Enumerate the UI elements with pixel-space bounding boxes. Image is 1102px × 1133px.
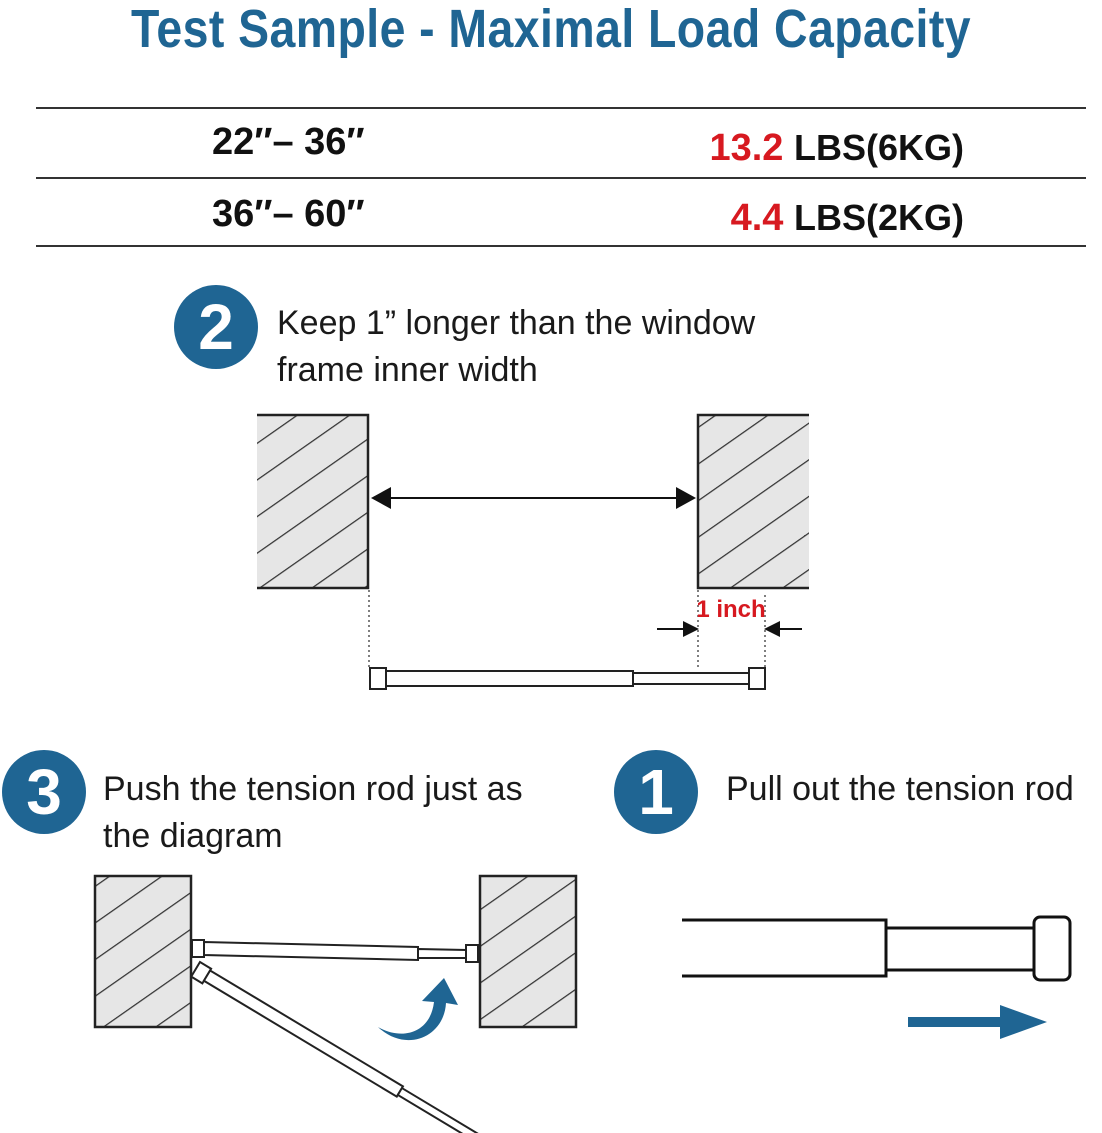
step-2-badge: 2 [174, 285, 258, 369]
rod-outer-tube [682, 920, 886, 976]
page-title: Test Sample - Maximal Load Capacity [130, 0, 972, 59]
rod-installed [192, 940, 478, 962]
left-wall [257, 415, 368, 588]
step-1-text: Pull out the tension rod [726, 770, 1074, 808]
table-row-1-range: 22″– 36″ [212, 121, 365, 163]
table-row-1-unit: LBS(6KG) [794, 127, 964, 168]
width-arrow-right [676, 487, 696, 509]
table-row-2-range: 36″– 60″ [212, 193, 365, 235]
step-3-badge: 3 [2, 750, 86, 834]
rod-extended [370, 668, 765, 689]
table-row-1-value: 13.2 [709, 127, 784, 169]
width-arrow-left [371, 487, 391, 509]
step-2-diagram [257, 415, 809, 689]
step-3-diagram [95, 876, 576, 1133]
step-1-diagram [682, 917, 1070, 1039]
rod-end-cap [1034, 917, 1070, 980]
gap-label: 1 inch [696, 596, 766, 623]
rotate-arrow-icon [378, 978, 458, 1040]
rod-tilted [191, 962, 513, 1133]
step-2-line-2: frame inner width [277, 351, 538, 389]
step-1-badge: 1 [614, 750, 698, 834]
step-3-line-1: Push the tension rod just as [103, 770, 523, 808]
rod-inner-tube [886, 928, 1036, 970]
step-2-line-1: Keep 1” longer than the window [277, 304, 756, 342]
left-wall [95, 876, 191, 1027]
pull-arrow-icon [908, 1005, 1047, 1039]
table-row-2-unit: LBS(2KG) [794, 197, 964, 238]
right-wall [480, 876, 576, 1027]
table-row-2-value: 4.4 [730, 197, 784, 239]
step-3-line-2: the diagram [103, 817, 283, 855]
right-wall [698, 415, 809, 588]
